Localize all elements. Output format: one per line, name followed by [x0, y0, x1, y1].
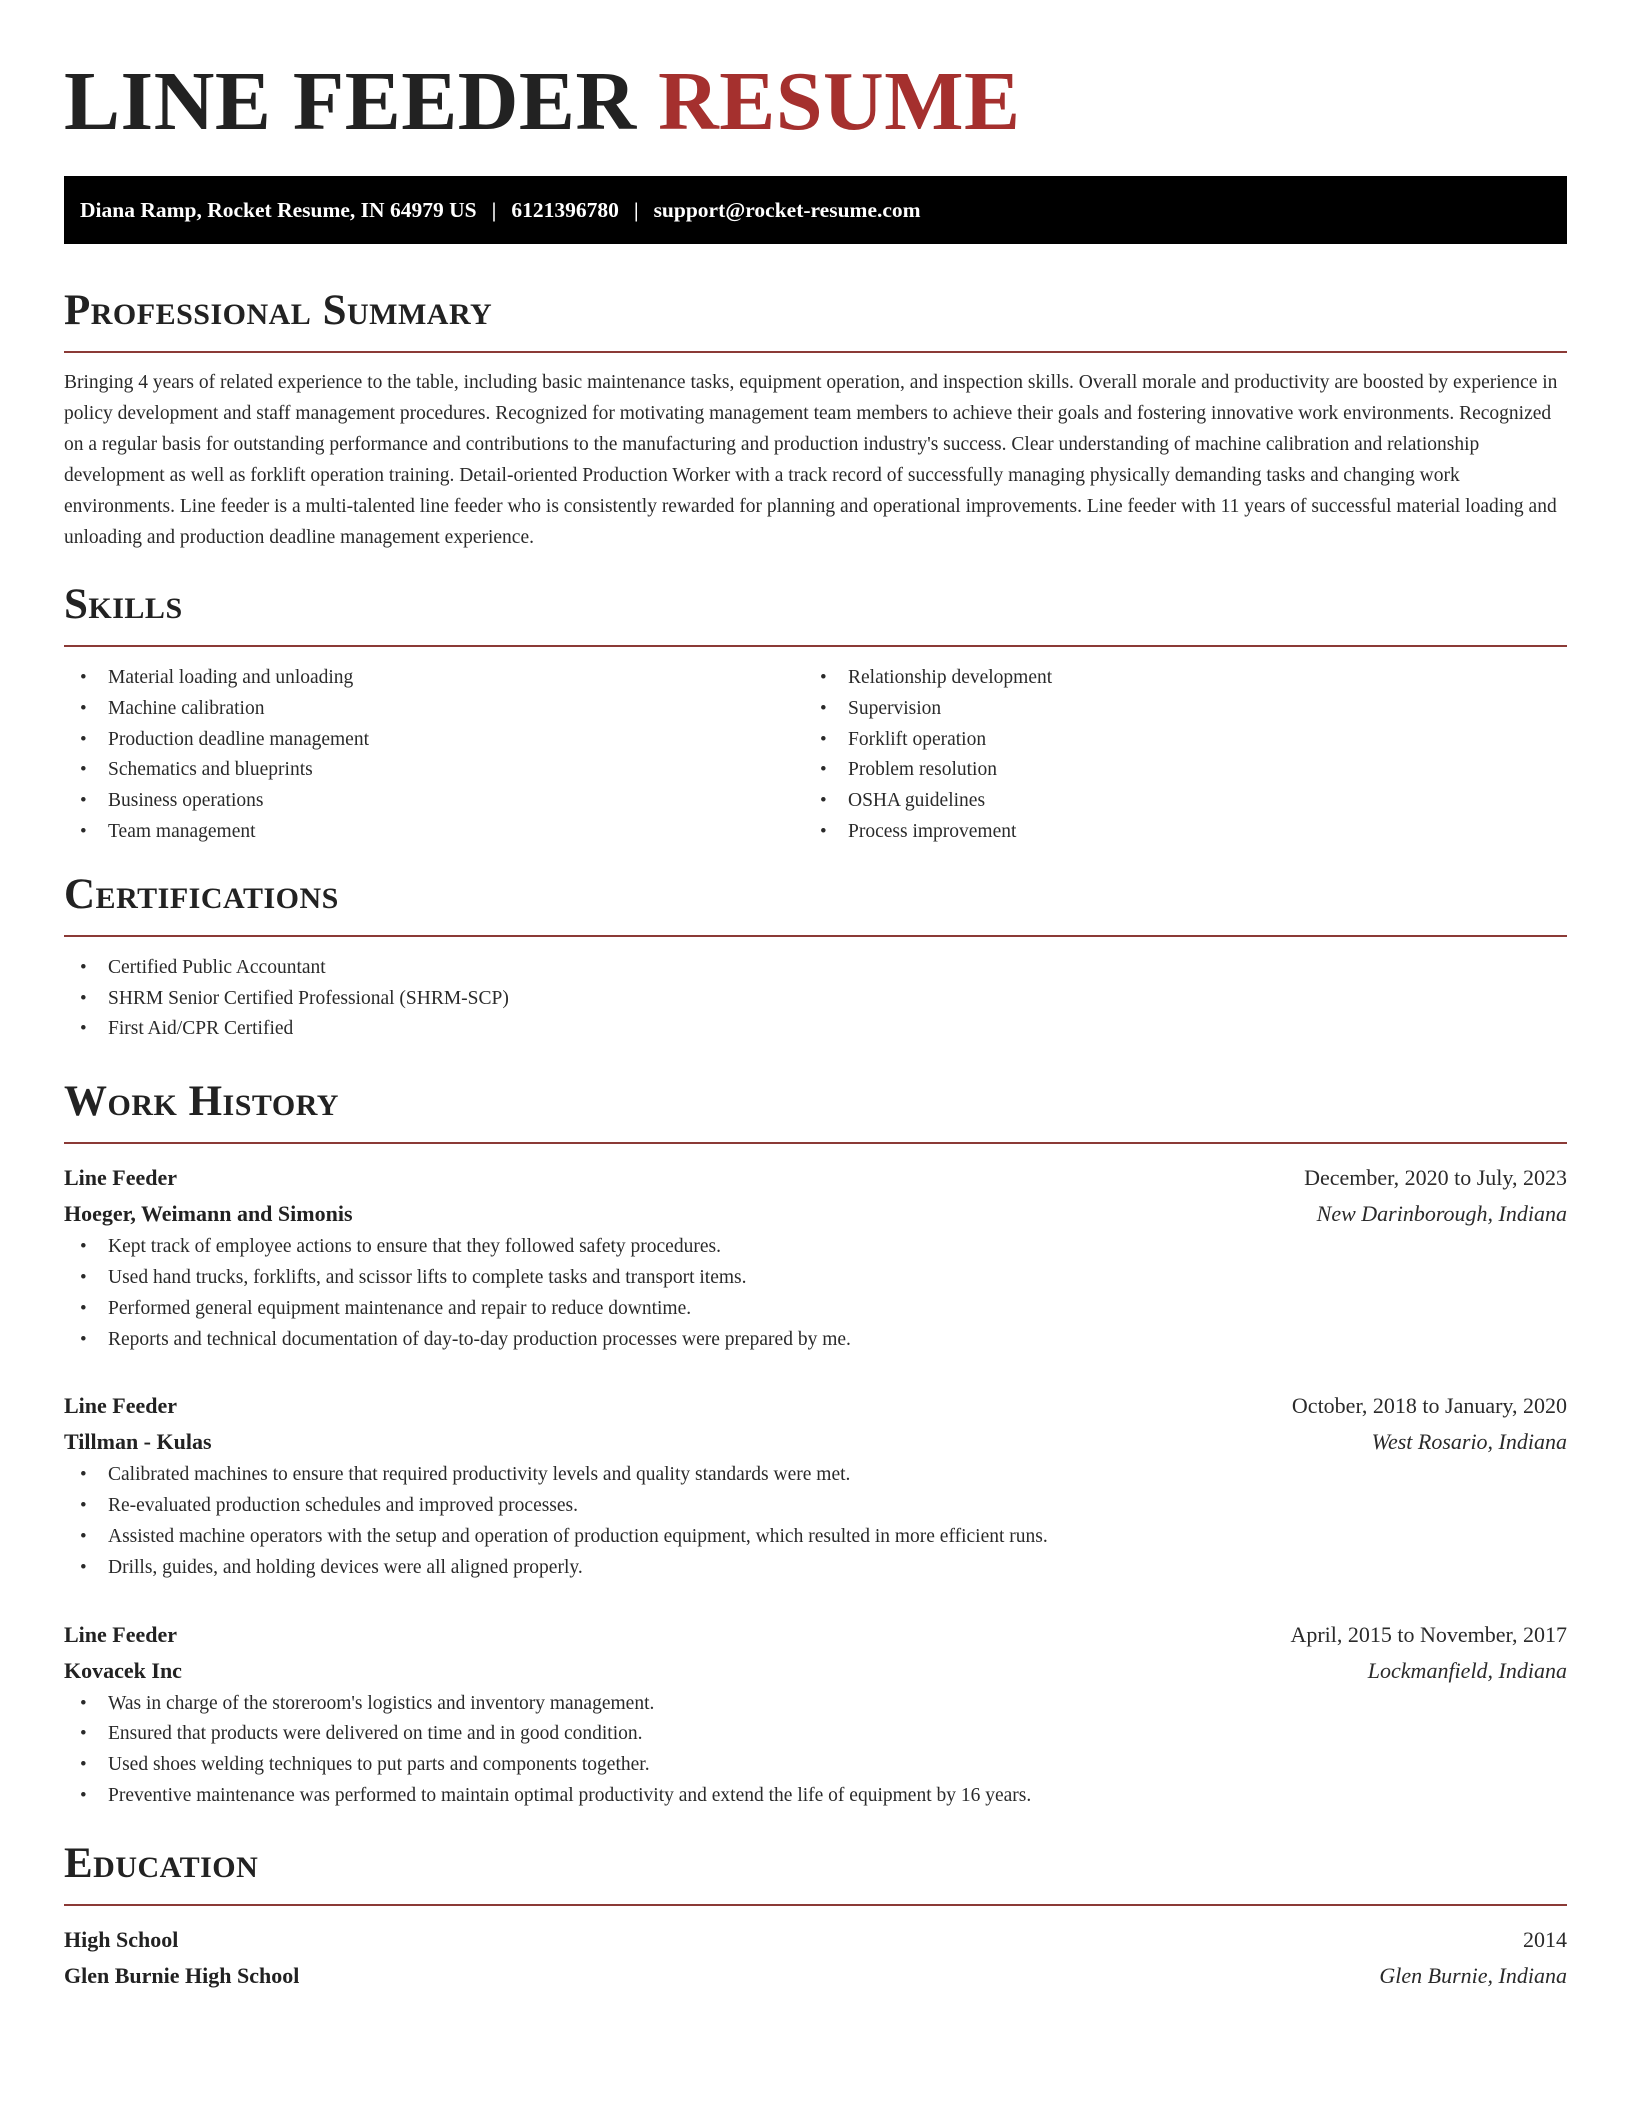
education-heading: Education — [64, 1839, 259, 1887]
resume-page — [64, 0, 1567, 1994]
job-bullets — [64, 1460, 1567, 1583]
job-dates: October, 2018 to January, 2020 — [1291, 1393, 1567, 1419]
job-bullet: • Used hand trucks, forklifts, and scissor lifts to complete tasks and transport items. — [64, 1263, 1567, 1294]
education-year: 2014 — [1523, 1926, 1567, 1952]
skill-item: • Relationship development — [804, 663, 1544, 694]
skill-item: • Supervision — [804, 694, 1544, 725]
job-entry — [64, 1388, 1567, 1583]
job-bullet: • Calibrated machines to ensure that required productivity levels and quality standards were met. — [64, 1460, 1567, 1491]
skills-list-right — [804, 663, 1544, 848]
certification-item: • SHRM Senior Certified Professional (SHRM-SCP) — [64, 984, 1567, 1015]
job-bullets — [64, 1232, 1567, 1355]
education-degree: High School — [64, 1926, 179, 1952]
section-divider — [64, 935, 1567, 937]
skill-item: • Problem resolution — [804, 755, 1544, 786]
job-bullet: • Used shoes welding techniques to put parts and components together. — [64, 1750, 1567, 1781]
education-school: Glen Burnie High School — [64, 1962, 300, 1988]
skill-item: • Material loading and unloading — [64, 663, 804, 694]
education-section — [64, 1840, 1567, 1994]
job-company-row — [64, 1653, 1567, 1689]
skills-heading: Skills — [64, 581, 183, 628]
job-bullet: • Was in charge of the storeroom's logistics and inventory management. — [64, 1689, 1567, 1720]
resume-title — [64, 52, 1567, 152]
section-divider — [64, 1904, 1567, 1906]
job-location: New Darinborough, Indiana — [1316, 1201, 1567, 1227]
skills-columns — [64, 663, 1567, 848]
contact-separator: | — [491, 197, 497, 222]
contact-email[interactable]: support@rocket-resume.com — [653, 197, 921, 222]
job-header-row — [64, 1617, 1567, 1653]
job-header-row — [64, 1160, 1567, 1196]
job-title: Line Feeder — [64, 1393, 178, 1419]
job-company-row — [64, 1424, 1567, 1460]
skills-section — [64, 581, 1567, 848]
job-entry — [64, 1617, 1567, 1812]
job-location: West Rosario, Indiana — [1371, 1429, 1567, 1455]
skill-item: • Production deadline management — [64, 725, 804, 756]
job-dates: December, 2020 to July, 2023 — [1304, 1165, 1567, 1191]
job-company: Kovacek Inc — [64, 1657, 182, 1683]
summary-text: Bringing 4 years of related experience to the table, including basic maintenance tasks, equipment operation, and inspection skills. Overall morale and productivity are boosted by experience in policy development and staff management procedures. Recognized for motivating management team members to achieve their goals and fostering innovative work environments. Recognized on a regular basis for outstanding performance and contributions to the manufacturing and production industry's success. Clear understanding of machine calibration and relationship development as well as forklift operation training. Detail-oriented Production Worker with a track record of successfully managing physically demanding tasks and changing work environments. Line feeder is a multi-talented line feeder who is consistently rewarded for planning and operational improvements. Line feeder with 11 years of successful material loading and unloading and production deadline management experience. — [64, 372, 1558, 548]
job-bullet: • Kept track of employee actions to ensure that they followed safety procedures. — [64, 1232, 1567, 1263]
job-bullet: • Drills, guides, and holding devices were all aligned properly. — [64, 1553, 1567, 1584]
job-bullet: • Re-evaluated production schedules and improved processes. — [64, 1491, 1567, 1522]
skill-item: • Schematics and blueprints — [64, 755, 804, 786]
certification-item: • Certified Public Accountant — [64, 953, 1567, 984]
job-bullet: • Assisted machine operators with the setup and operation of production equipment, which resulted in more efficient runs. — [64, 1522, 1567, 1553]
contact-address: Diana Ramp, Rocket Resume, IN 64979 US — [80, 197, 477, 222]
job-dates: April, 2015 to November, 2017 — [1290, 1621, 1567, 1647]
job-bullets — [64, 1689, 1567, 1812]
job-entry — [64, 1160, 1567, 1355]
job-bullet: • Performed general equipment maintenance and repair to reduce downtime. — [64, 1294, 1567, 1325]
skill-item: • Process improvement — [804, 817, 1544, 848]
skill-item: • Machine calibration — [64, 694, 804, 725]
job-company: Hoeger, Weimann and Simonis — [64, 1201, 353, 1227]
work-history-section — [64, 1078, 1567, 1812]
section-divider — [64, 351, 1567, 353]
skill-item: • OSHA guidelines — [804, 786, 1544, 817]
work-history-heading: Work History — [64, 1078, 339, 1126]
education-entry — [64, 1922, 1567, 1994]
skills-list-left — [64, 663, 804, 848]
contact-phone: 6121396780 — [511, 197, 619, 222]
education-header-row — [64, 1922, 1567, 1958]
contact-bar — [64, 176, 1567, 244]
skill-item: • Forklift operation — [804, 725, 1544, 756]
education-school-row — [64, 1958, 1567, 1994]
section-divider — [64, 1142, 1567, 1144]
job-header-row — [64, 1388, 1567, 1424]
certifications-list — [64, 953, 1567, 1045]
job-title: Line Feeder — [64, 1621, 178, 1647]
section-divider — [64, 645, 1567, 647]
contact-separator: | — [633, 197, 639, 222]
job-bullet: • Preventive maintenance was performed to maintain optimal productivity and extend the life of equipment by 16 years. — [64, 1781, 1567, 1812]
job-bullet: • Reports and technical documentation of day-to-day production processes were prepared by me. — [64, 1325, 1567, 1356]
certification-item: • First Aid/CPR Certified — [64, 1014, 1567, 1045]
summary-heading: Professional Summary — [64, 287, 493, 334]
job-bullet: • Ensured that products were delivered on time and in good condition. — [64, 1719, 1567, 1750]
title-resume-word: RESUME — [658, 55, 1021, 148]
job-location: Lockmanfield, Indiana — [1367, 1657, 1567, 1683]
certifications-heading: Certifications — [64, 870, 339, 918]
job-company: Tillman - Kulas — [64, 1429, 212, 1455]
certifications-section — [64, 871, 1567, 1045]
job-company-row — [64, 1196, 1567, 1232]
job-title: Line Feeder — [64, 1165, 178, 1191]
skill-item: • Team management — [64, 817, 804, 848]
education-location: Glen Burnie, Indiana — [1379, 1962, 1567, 1988]
skill-item: • Business operations — [64, 786, 804, 817]
summary-section — [64, 287, 1567, 553]
title-role: LINE FEEDER — [64, 55, 637, 148]
